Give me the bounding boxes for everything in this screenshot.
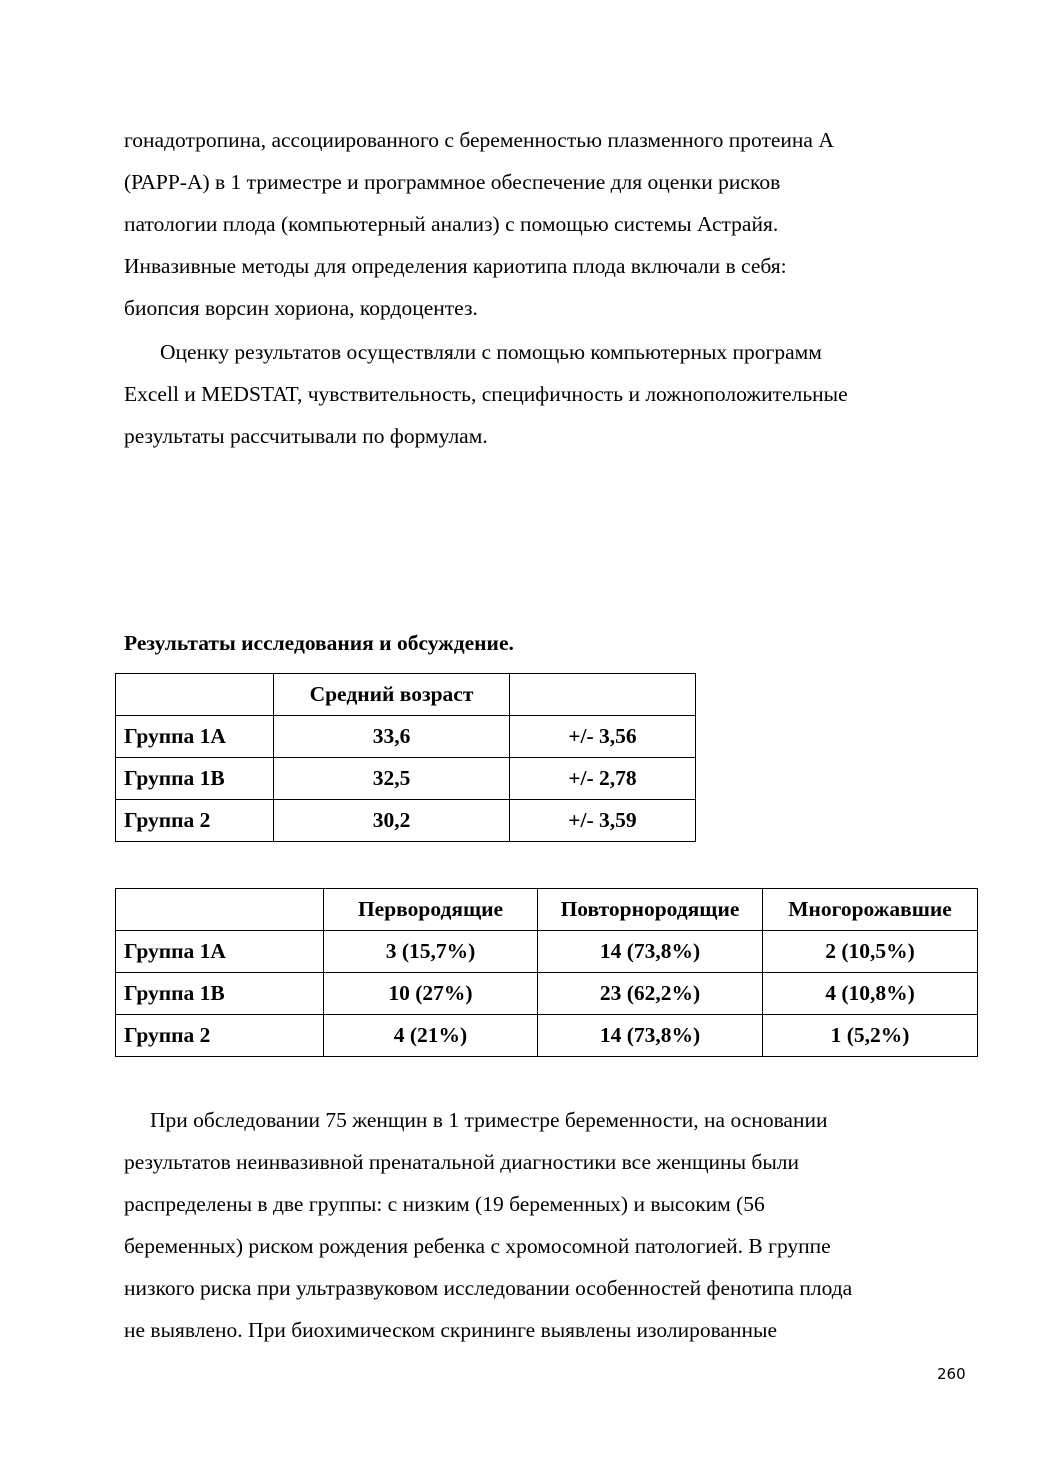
- table-row: [116, 758, 696, 800]
- table-cell: 1 (5,2%): [763, 1015, 978, 1057]
- text-line: гонадотропина, ассоциированного с беременностью плазменного протеина А: [124, 128, 834, 152]
- text-line: патологии плода (компьютерный анализ) с помощью системы Астрайя.: [124, 212, 779, 236]
- table-header-cell: Средний возраст: [274, 674, 510, 716]
- section-heading: Результаты исследования и обсуждение.: [124, 631, 514, 655]
- table-cell: Группа 2: [116, 1015, 324, 1057]
- table-cell: 3 (15,7%): [324, 931, 538, 973]
- table-cell: +/- 3,59: [510, 800, 696, 842]
- text-line: не выявлено. При биохимическом скрининге выявлены изолированные: [124, 1318, 777, 1342]
- table-cell: Группа 1В: [116, 973, 324, 1015]
- mean-age-table: [115, 673, 696, 842]
- text-line: беременных) риском рождения ребенка с хромосомной патологией. В группе: [124, 1234, 831, 1258]
- text-line: При обследовании 75 женщин в 1 триместре беременности, на основании: [150, 1108, 828, 1132]
- parity-table: [115, 888, 978, 1057]
- table-header-cell: Первородящие: [324, 889, 538, 931]
- table-cell: 33,6: [274, 716, 510, 758]
- table-header-cell: [510, 674, 696, 716]
- table-cell: Группа 2: [116, 800, 274, 842]
- text-line: Инвазивные методы для определения кариотипа плода включали в себя:: [124, 254, 787, 278]
- table-header-cell: [116, 674, 274, 716]
- table-cell: Группа 1А: [116, 931, 324, 973]
- table-cell: +/- 3,56: [510, 716, 696, 758]
- table-cell: +/- 2,78: [510, 758, 696, 800]
- table-header-cell: [116, 889, 324, 931]
- table-cell: 32,5: [274, 758, 510, 800]
- table-row: [116, 716, 696, 758]
- table-row: [116, 1015, 978, 1057]
- text-line: результатов неинвазивной пренатальной диагностики все женщины были: [124, 1150, 800, 1174]
- text-line: Оценку результатов осуществляли с помощью компьютерных программ: [160, 340, 822, 364]
- table-cell: Группа 1В: [116, 758, 274, 800]
- table-header-row: [116, 889, 978, 931]
- table-cell: Группа 1А: [116, 716, 274, 758]
- table-cell: 30,2: [274, 800, 510, 842]
- table-cell: 10 (27%): [324, 973, 538, 1015]
- text-line: Excell и MEDSTAT, чувствительность, специфичность и ложноположительные: [124, 382, 848, 406]
- text-line: биопсия ворсин хориона, кордоцентез.: [124, 296, 478, 320]
- page-number: 260: [937, 1365, 966, 1383]
- table-cell: 2 (10,5%): [763, 931, 978, 973]
- table-cell: 23 (62,2%): [538, 973, 763, 1015]
- table-row: [116, 973, 978, 1015]
- table-header-cell: Многорожавшие: [763, 889, 978, 931]
- text-line: распределены в две группы: с низким (19 беременных) и высоким (56: [124, 1192, 765, 1216]
- table-header-row: [116, 674, 696, 716]
- table-cell: 14 (73,8%): [538, 1015, 763, 1057]
- paragraph-evaluation: [124, 331, 974, 457]
- table-row: [116, 800, 696, 842]
- table-cell: 14 (73,8%): [538, 931, 763, 973]
- paragraph-results: [124, 1099, 974, 1351]
- paragraph-methods: [124, 119, 974, 329]
- text-line: (РАРР-А) в 1 триместре и программное обеспечение для оценки рисков: [124, 170, 781, 194]
- table-cell: 4 (21%): [324, 1015, 538, 1057]
- text-line: результаты рассчитывали по формулам.: [124, 424, 488, 448]
- table-cell: 4 (10,8%): [763, 973, 978, 1015]
- table-row: [116, 931, 978, 973]
- table-header-cell: Повторнородящие: [538, 889, 763, 931]
- text-line: низкого риска при ультразвуковом исследовании особенностей фенотипа плода: [124, 1276, 853, 1300]
